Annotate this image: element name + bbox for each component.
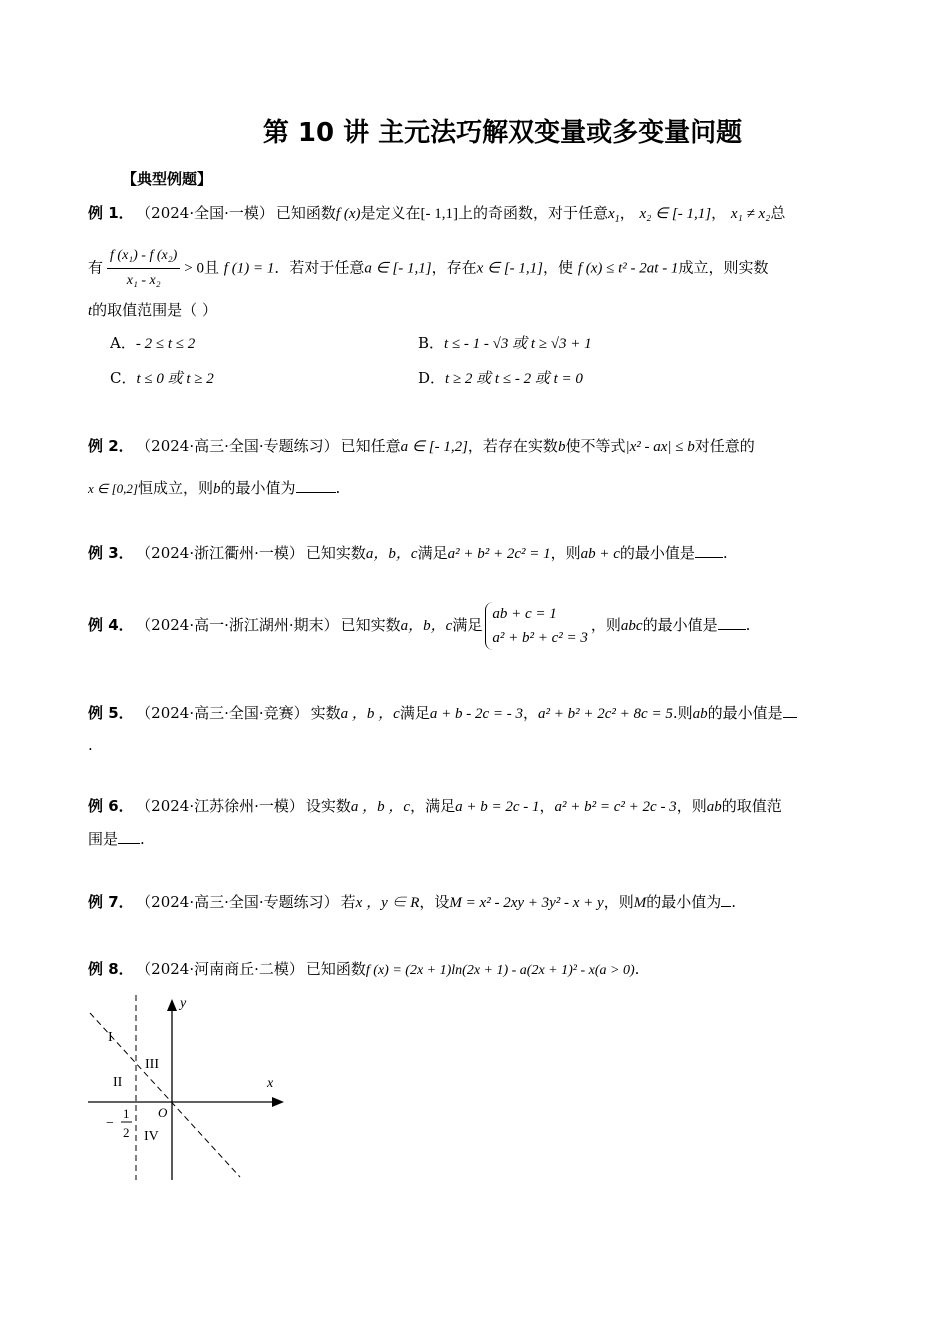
example-label: 例 1． bbox=[88, 204, 134, 222]
text: 总 bbox=[770, 204, 786, 222]
math: f (x) = (2x + 1)ln(2x + 1) - a(2x + 1)² - x(a > 0) bbox=[365, 963, 635, 978]
example-6-line-1 bbox=[88, 795, 782, 818]
neg-half-den: 2 bbox=[123, 1125, 130, 1140]
math: a ∈ [- 1,1] bbox=[364, 260, 432, 277]
text: 的最小值是 bbox=[619, 544, 695, 562]
example-source: （2024·浙江衢州·一模） bbox=[143, 544, 304, 562]
text: . bbox=[731, 893, 737, 911]
math: [- 1,1] bbox=[420, 206, 458, 222]
math: a ，b ，c bbox=[340, 706, 400, 722]
text: . bbox=[88, 736, 93, 754]
region-3-label: III bbox=[145, 1057, 159, 1072]
region-4-label: IV bbox=[144, 1129, 159, 1144]
text: . bbox=[634, 960, 640, 978]
x-axis-arrow bbox=[272, 1097, 284, 1107]
example-label: 例 6． bbox=[88, 797, 134, 815]
example-3 bbox=[88, 542, 728, 565]
neg-half-num: 1 bbox=[123, 1106, 130, 1121]
example-8 bbox=[88, 958, 639, 982]
math: f (x) bbox=[335, 206, 361, 222]
example-2-line-1 bbox=[88, 435, 755, 458]
y-axis-arrow bbox=[167, 999, 177, 1011]
y-axis-label: y bbox=[180, 996, 187, 1011]
neg-half-sign: − bbox=[106, 1116, 114, 1131]
text: .则 bbox=[672, 704, 693, 722]
example-4 bbox=[88, 602, 750, 650]
option-a[interactable]: A．- 2 ≤ t ≤ 2 bbox=[110, 334, 196, 352]
text: . bbox=[140, 830, 145, 848]
text: 且 bbox=[204, 258, 220, 277]
region-1-label: I bbox=[108, 1030, 113, 1045]
math: a，b，c bbox=[365, 546, 418, 562]
math: M = x² - 2xy + 3y² - x + y bbox=[449, 895, 604, 911]
math: a，b，c bbox=[400, 618, 453, 634]
text: ，则 bbox=[603, 893, 634, 911]
math: x ，y ∈ R bbox=[355, 895, 420, 911]
math: t bbox=[88, 303, 93, 319]
answer-blank[interactable] bbox=[296, 478, 336, 493]
text: 实数 bbox=[310, 704, 341, 722]
example-1-line-1 bbox=[88, 202, 785, 231]
example-5-line-1 bbox=[88, 702, 797, 725]
text: 的最小值为 bbox=[220, 479, 296, 497]
text: 对任意的 bbox=[694, 437, 755, 455]
example-label: 例 4． bbox=[88, 616, 134, 634]
text: 成立，则实数 bbox=[678, 258, 769, 277]
text: 满足 bbox=[452, 616, 483, 634]
text: ，若存在实数 bbox=[467, 437, 558, 455]
text: 已知函数 bbox=[275, 204, 336, 222]
math: |x² - ax| ≤ b bbox=[625, 439, 695, 455]
example-1-line-3 bbox=[88, 299, 217, 322]
option-d[interactable]: D．t ≥ 2 或 t ≤ - 2 或 t = 0 bbox=[418, 369, 583, 387]
text: 已知函数 bbox=[305, 960, 366, 978]
math: a ，b ，c bbox=[350, 799, 411, 815]
text: 已知实数 bbox=[340, 616, 401, 634]
section-heading: 【典型例题】 bbox=[122, 170, 213, 188]
math: b bbox=[557, 439, 566, 455]
math: a² + b² + 2c² + 8c = 5 bbox=[538, 706, 673, 722]
example-label: 例 3． bbox=[88, 544, 134, 562]
example-label: 例 7． bbox=[88, 893, 134, 911]
math: x ∈ [0,2] bbox=[88, 481, 138, 496]
math: b bbox=[212, 481, 221, 497]
text: ，则 bbox=[590, 616, 621, 634]
answer-blank[interactable] bbox=[718, 615, 746, 630]
math: x₂ ∈ [- 1,1] bbox=[639, 206, 712, 222]
text: 使不等式 bbox=[565, 437, 626, 455]
math: f (x) ≤ t² - 2at - 1 bbox=[577, 260, 679, 277]
page-title: 第 10 讲 主元法巧解双变量或多变量问题 bbox=[262, 118, 743, 148]
text: ，使 bbox=[543, 258, 574, 277]
text: 围是 bbox=[88, 830, 119, 848]
text: 设实数 bbox=[305, 797, 351, 815]
option-b[interactable]: B．t ≤ - 1 - √3 或 t ≥ √3 + 1 bbox=[418, 334, 592, 352]
example-label: 例 5． bbox=[88, 704, 134, 722]
text: . bbox=[335, 479, 341, 497]
math: a² + b² + 2c² = 1 bbox=[447, 546, 551, 562]
math: abc bbox=[620, 618, 643, 634]
text: ， bbox=[619, 204, 635, 222]
math: a + b - 2c = - 3 bbox=[429, 706, 524, 722]
example-source: （2024·全国·一模） bbox=[143, 204, 274, 222]
answer-blank[interactable] bbox=[118, 829, 140, 844]
text: 满足 bbox=[399, 704, 430, 722]
example-source: （2024·高一·浙江湖州·期末） bbox=[143, 616, 339, 634]
option-c[interactable]: C．t ≤ 0 或 t ≥ 2 bbox=[110, 369, 214, 387]
math: ab + c bbox=[580, 546, 620, 562]
origin-label: O bbox=[158, 1105, 168, 1120]
text: ，则 bbox=[550, 544, 581, 562]
text: 已知实数 bbox=[305, 544, 366, 562]
math: x ∈ [- 1,1] bbox=[476, 260, 544, 277]
text: 满足 bbox=[417, 544, 448, 562]
text: 是定义在 bbox=[360, 204, 421, 222]
math: a ∈ [- 1,2] bbox=[400, 439, 468, 455]
example-2-line-2 bbox=[88, 477, 340, 500]
math: M bbox=[633, 895, 647, 911]
example-label: 例 8． bbox=[88, 960, 134, 978]
x-axis-label: x bbox=[267, 1076, 274, 1091]
math: $x_1$ bbox=[608, 206, 620, 225]
text: ．若对于任意 bbox=[274, 258, 365, 277]
text: ，则 bbox=[676, 797, 707, 815]
example-5-line-2 bbox=[88, 734, 93, 756]
equation-system: ab + c = 1 a² + b² + c² = 3 bbox=[485, 602, 588, 650]
text: 已知任意 bbox=[340, 437, 401, 455]
text: 的最小值是 bbox=[707, 704, 783, 722]
example-label: 例 2． bbox=[88, 437, 134, 455]
text: ， bbox=[539, 797, 555, 815]
text: ， bbox=[711, 204, 727, 222]
text: 恒成立，则 bbox=[137, 479, 213, 497]
text: . bbox=[745, 616, 751, 634]
math: ab bbox=[692, 706, 708, 722]
math: a² + b² = c² + 2c - 3 bbox=[554, 799, 677, 815]
text: 若 bbox=[340, 893, 356, 911]
math: ab bbox=[706, 799, 722, 815]
text: 的最小值为 bbox=[646, 893, 722, 911]
text: 的取值范 bbox=[721, 797, 782, 815]
math: > 0 bbox=[184, 260, 204, 277]
coordinate-figure bbox=[80, 995, 290, 1185]
example-6-line-2 bbox=[88, 828, 145, 850]
text: ， bbox=[523, 704, 539, 722]
answer-blank[interactable] bbox=[783, 703, 797, 718]
example-source: （2024·高三·全国·专题练习） bbox=[143, 893, 339, 911]
answer-blank[interactable] bbox=[695, 543, 723, 558]
text: ，设 bbox=[419, 893, 450, 911]
text: ，满足 bbox=[410, 797, 456, 815]
example-source: （2024·河南商丘·二模） bbox=[143, 960, 304, 978]
text: 的取值范围是（ ） bbox=[92, 301, 217, 319]
text: 上的奇函数，对于任意 bbox=[458, 204, 609, 222]
text: 的最小值是 bbox=[642, 616, 718, 634]
example-source: （2024·高三·全国·竞赛） bbox=[143, 704, 309, 722]
math: a + b = 2c - 1 bbox=[455, 799, 540, 815]
example-source: （2024·高三·全国·专题练习） bbox=[143, 437, 339, 455]
fraction: $\frac{\text{f (x₁) - f (x₂)}}{\text{x₁ - x₂}}$ bbox=[107, 244, 180, 293]
text: ，存在 bbox=[431, 258, 477, 277]
example-7 bbox=[88, 891, 736, 914]
text: 有 bbox=[88, 258, 104, 277]
example-source: （2024·江苏徐州·一模） bbox=[143, 797, 304, 815]
math: x₁ ≠ x₂ bbox=[730, 206, 771, 222]
region-2-label: II bbox=[113, 1075, 123, 1090]
math: f (1) = 1 bbox=[223, 260, 275, 277]
answer-blank[interactable] bbox=[721, 892, 731, 907]
example-1-line-2 bbox=[88, 244, 768, 293]
text: . bbox=[722, 544, 728, 562]
